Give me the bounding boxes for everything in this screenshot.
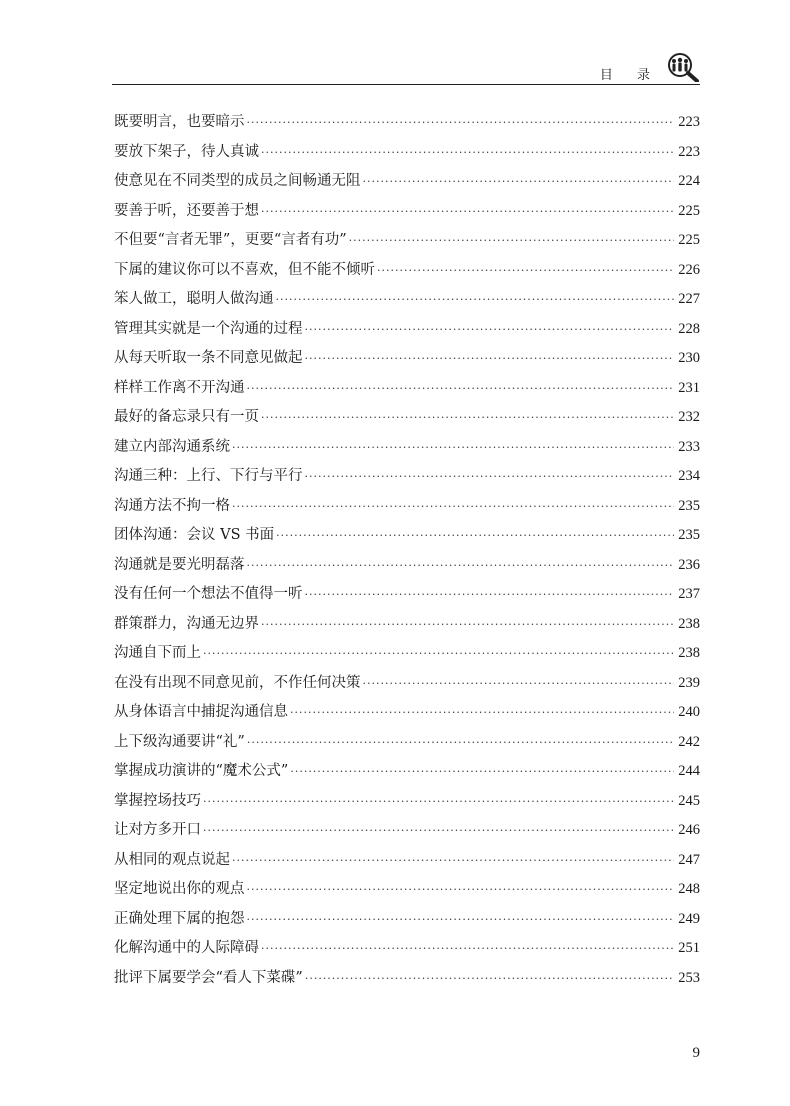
toc-entry-title: 正确处理下属的抱怨	[114, 910, 245, 927]
toc-dot-leader	[261, 197, 674, 227]
toc-entry-title: 不但要“言者无罪”，更要“言者有功”	[114, 232, 347, 248]
toc-entry[interactable]	[114, 610, 700, 640]
toc-entry[interactable]	[114, 433, 700, 463]
toc-entry[interactable]	[114, 374, 700, 404]
toc-entry[interactable]	[114, 698, 700, 728]
toc-entry-page: 224	[678, 173, 700, 189]
toc-dot-leader	[247, 108, 675, 138]
toc-entry-page: 245	[678, 792, 700, 809]
toc-dot-leader	[203, 787, 674, 817]
toc-entry-title: 使意见在不同类型的成员之间畅通无阻	[114, 173, 361, 189]
toc-dot-leader	[261, 403, 674, 433]
toc-entry-page: 239	[678, 674, 700, 691]
toc-entry-title: 样样工作离不开沟通	[114, 379, 245, 396]
toc-dot-leader	[349, 226, 675, 256]
toc-entry-title: 掌握成功演讲的“魔术公式”	[114, 763, 289, 779]
toc-dot-leader	[232, 492, 674, 522]
toc-entry[interactable]	[114, 403, 700, 433]
toc-entry-title: 管理其实就是一个沟通的过程	[114, 320, 303, 337]
toc-dot-leader	[305, 964, 674, 994]
toc-entry-title: 笨人做工，聪明人做沟通	[114, 291, 274, 307]
toc-entry[interactable]	[114, 197, 700, 227]
toc-entry-title: 下属的建议你可以不喜欢，但不能不倾听	[114, 261, 375, 278]
toc-entry-title: 上下级沟通要讲“礼”	[114, 733, 245, 750]
toc-entry-title: 群策群力，沟通无边界	[114, 615, 259, 632]
toc-entry-page: 230	[678, 350, 700, 366]
toc-entry-page: 223	[678, 114, 700, 130]
toc-entry-title: 掌握控场技巧	[114, 792, 201, 809]
toc-entry-title: 在没有出现不同意见前，不作任何决策	[114, 674, 361, 691]
toc-dot-leader	[232, 433, 674, 463]
toc-entry-page: 246	[678, 822, 700, 838]
toc-entry-title: 沟通自下而上	[114, 645, 201, 661]
toc-entry-title: 坚定地说出你的观点	[114, 881, 245, 897]
toc-dot-leader	[261, 610, 674, 640]
toc-entry-title: 沟通方法不拘一格	[114, 497, 230, 514]
toc-entry-title: 沟通三种：上行、下行与平行	[114, 468, 303, 484]
toc-dot-leader	[290, 757, 674, 787]
toc-entry[interactable]	[114, 315, 700, 345]
toc-entry-title: 最好的备忘录只有一页	[114, 409, 259, 425]
toc-dot-leader	[247, 551, 675, 581]
header-title: 目 录	[599, 68, 660, 83]
toc-dot-leader	[261, 934, 674, 964]
toc-entry-page: 235	[678, 497, 700, 514]
toc-entry[interactable]	[114, 256, 700, 286]
toc-entry-title: 化解沟通中的人际障碍	[114, 940, 259, 956]
toc-entry[interactable]	[114, 108, 700, 138]
toc-entry-page: 236	[678, 556, 700, 573]
toc-entry-page: 248	[678, 881, 700, 897]
toc-entry-page: 244	[678, 763, 700, 779]
toc-entry-page: 226	[678, 261, 700, 278]
toc-entry-title: 沟通就是要光明磊落	[114, 556, 245, 573]
toc-dot-leader	[276, 285, 675, 315]
toc-dot-leader	[377, 256, 674, 286]
toc-dot-leader	[305, 344, 675, 374]
page-number: 9	[692, 1045, 700, 1061]
toc-entry-page: 247	[678, 851, 700, 868]
toc-dot-leader	[290, 698, 674, 728]
toc-entry-title: 建立内部沟通系统	[114, 438, 230, 455]
toc-entry[interactable]	[114, 669, 700, 699]
toc-entry-title: 让对方多开口	[114, 822, 201, 838]
toc-entry[interactable]	[114, 934, 700, 964]
toc-dot-leader	[363, 669, 675, 699]
toc-dot-leader	[261, 138, 674, 168]
toc-entry[interactable]	[114, 462, 700, 492]
toc-dot-leader	[247, 374, 675, 404]
toc-entry[interactable]	[114, 285, 700, 315]
magnifier-people-icon	[666, 52, 700, 86]
toc-dot-leader	[363, 167, 675, 197]
toc-dot-leader	[203, 816, 674, 846]
toc-entry[interactable]	[114, 492, 700, 522]
toc-entry[interactable]	[114, 226, 700, 256]
toc-entry[interactable]	[114, 846, 700, 876]
toc-entry-page: 234	[678, 468, 700, 484]
toc-entry-page: 240	[678, 704, 700, 720]
toc-entry-title: 从身体语言中捕捉沟通信息	[114, 704, 288, 720]
toc-entry-title: 从相同的观点说起	[114, 851, 230, 868]
toc-entry-page: 228	[678, 320, 700, 337]
toc-dot-leader	[305, 462, 675, 492]
page-header	[600, 52, 700, 86]
toc-entry-title: 要放下架子，待人真诚	[114, 143, 259, 160]
toc-entry[interactable]	[114, 964, 700, 994]
toc-entry-page: 233	[678, 438, 700, 455]
toc-dot-leader	[305, 580, 675, 610]
toc-dot-leader	[305, 315, 675, 345]
toc-entry-page: 253	[678, 969, 700, 986]
toc-dot-leader	[247, 875, 675, 905]
toc-dot-leader	[247, 728, 674, 758]
toc-entry[interactable]	[114, 138, 700, 168]
toc-entry-page: 232	[678, 409, 700, 425]
toc-entry[interactable]	[114, 167, 700, 197]
toc-entry[interactable]	[114, 875, 700, 905]
toc-dot-leader	[232, 846, 674, 876]
toc-entry-title: 团体沟通：会议 VS 书面	[114, 527, 275, 543]
toc-entry[interactable]	[114, 787, 700, 817]
toc-entry[interactable]	[114, 580, 700, 610]
toc-dot-leader	[276, 521, 674, 551]
toc-entry-page: 225	[678, 232, 700, 248]
toc-entry-title: 没有任何一个想法不值得一听	[114, 586, 303, 602]
toc-entry-page: 223	[678, 143, 700, 160]
toc-entry-page: 238	[678, 615, 700, 632]
toc-entry-page: 242	[678, 733, 700, 750]
toc-entry-page: 227	[678, 291, 700, 307]
toc-entry[interactable]	[114, 344, 700, 374]
toc-entry[interactable]	[114, 816, 700, 846]
toc-entry[interactable]	[114, 905, 700, 935]
header-divider	[112, 84, 700, 85]
toc-entry-title: 要善于听，还要善于想	[114, 202, 259, 219]
toc-entry-page: 251	[678, 940, 700, 956]
toc-dot-leader	[247, 905, 675, 935]
toc-entry-page: 249	[678, 910, 700, 927]
toc-entry-page: 237	[678, 586, 700, 602]
toc-entry[interactable]	[114, 521, 700, 551]
toc-entry[interactable]	[114, 551, 700, 581]
table-of-contents	[114, 108, 700, 993]
toc-entry[interactable]	[114, 728, 700, 758]
toc-entry-page: 231	[678, 379, 700, 396]
toc-entry-page: 238	[678, 645, 700, 661]
toc-entry[interactable]	[114, 757, 700, 787]
toc-entry-title: 批评下属要学会“看人下菜碟”	[114, 969, 303, 986]
toc-entry-page: 235	[678, 527, 700, 543]
toc-entry-page: 225	[678, 202, 700, 219]
toc-entry[interactable]	[114, 639, 700, 669]
toc-entry-title: 从每天听取一条不同意见做起	[114, 350, 303, 366]
toc-dot-leader	[203, 639, 674, 669]
toc-entry-title: 既要明言，也要暗示	[114, 114, 245, 130]
